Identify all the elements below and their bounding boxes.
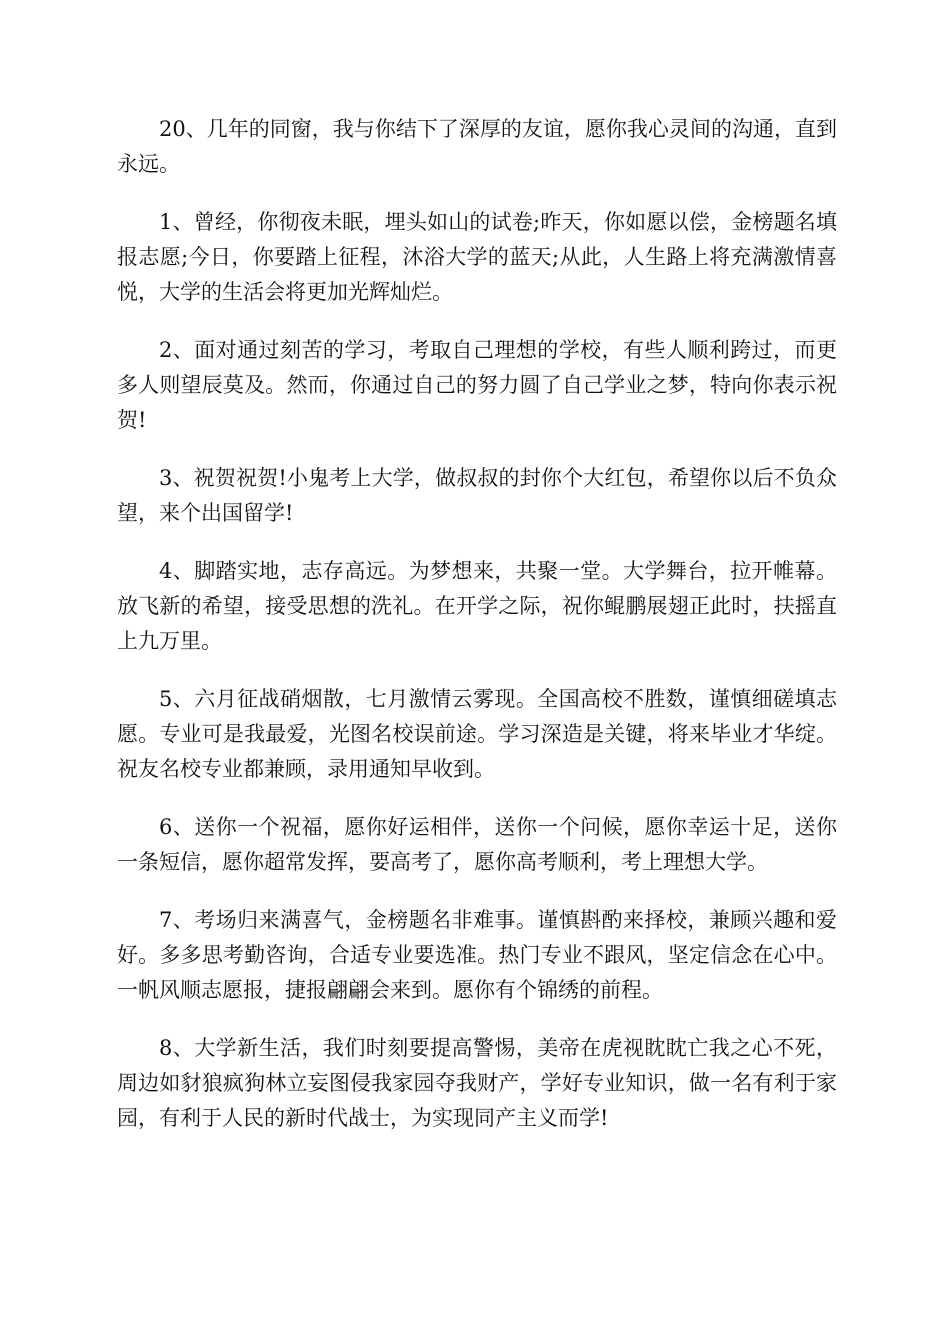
document-body (117, 112, 837, 1159)
paragraph-4: 4、脚踏实地，志存高远。为梦想来，共聚一堂。大学舞台，拉开帷幕。放飞新的希望，接受思想的洗礼。在开学之际，祝你鲲鹏展翅正此时，扶摇直上九万里。 (117, 559, 837, 653)
paragraph-1: 1、曾经，你彻夜未眠，埋头如山的试卷;昨天，你如愿以偿，金榜题名填报志愿;今日，你要踏上征程，沐浴大学的蓝天;从此，人生路上将充满激情喜悦，大学的生活会将更加光辉灿烂。 (117, 210, 837, 304)
paragraph-5: 5、六月征战硝烟散，七月激情云雾现。全国高校不胜数，谨慎细磋填志愿。专业可是我最爱，光图名校误前途。学习深造是关键，将来毕业才华绽。祝友名校专业都兼顾，录用通知早收到。 (117, 687, 837, 781)
paragraph-3: 3、祝贺祝贺!小鬼考上大学，做叔叔的封你个大红包，希望你以后不负众望，来个出国留学! (117, 466, 837, 525)
paragraph-6: 6、送你一个祝福，愿你好运相伴，送你一个问候，愿你幸运十足，送你一条短信，愿你超常发挥，要高考了，愿你高考顺利，考上理想大学。 (117, 815, 837, 874)
paragraph-8: 8、大学新生活，我们时刻要提高警惕，美帝在虎视眈眈亡我之心不死，周边如豺狼疯狗林立妄图侵我家园夺我财产，学好专业知识，做一名有利于家园，有利于人民的新时代战士，为实现同产主义而学! (117, 1036, 837, 1130)
paragraph-2: 2、面对通过刻苦的学习，考取自己理想的学校，有些人顺利跨过，而更多人则望辰莫及。然而，你通过自己的努力圆了自己学业之梦，特向你表示祝贺! (117, 338, 837, 432)
paragraph-20: 20、几年的同窗，我与你结下了深厚的友谊，愿你我心灵间的沟通，直到永远。 (117, 117, 837, 176)
paragraph-7: 7、考场归来满喜气，金榜题名非难事。谨慎斟酌来择校，兼顾兴趣和爱好。多多思考勤咨询，合适专业要选准。热门专业不跟风，坚定信念在心中。一帆风顺志愿报，捷报翩翩会来到。愿你有个锦绣的前程。 (117, 908, 837, 1002)
